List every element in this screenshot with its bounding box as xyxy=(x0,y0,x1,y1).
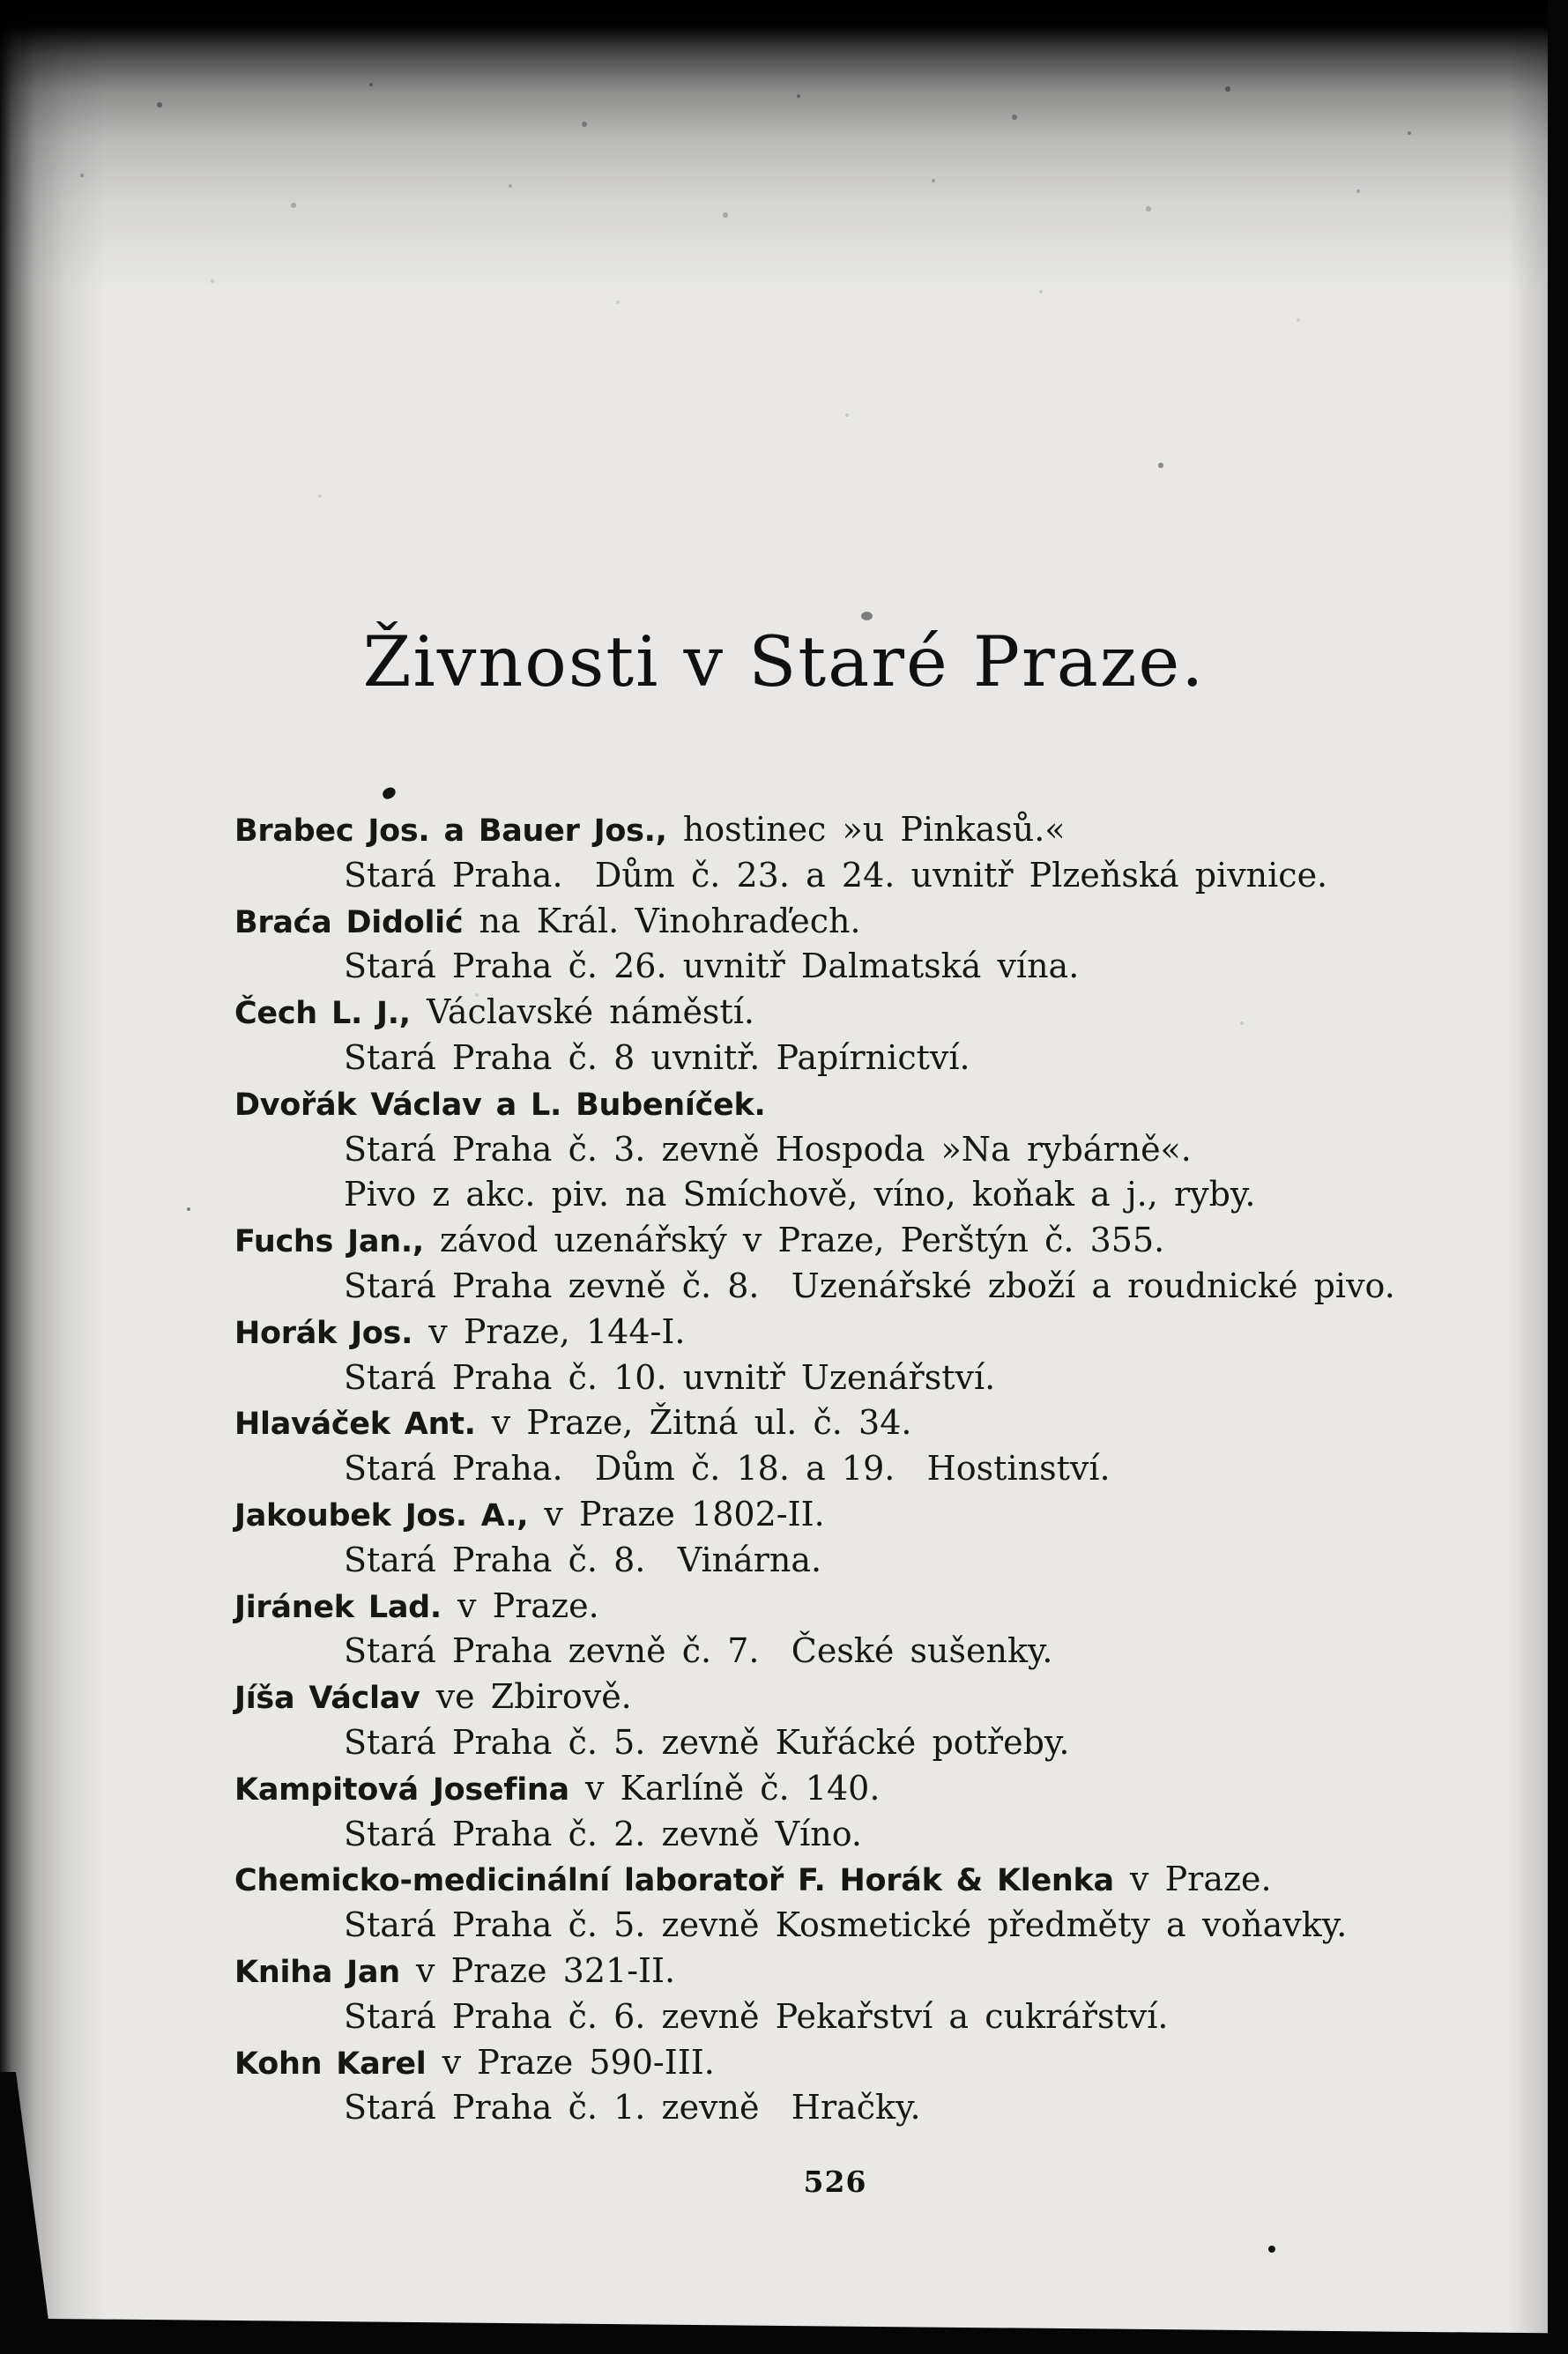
entry-description: v Praze, 144-I. xyxy=(412,1311,686,1351)
entry-name-line xyxy=(0,1584,1568,1630)
ink-dot-bottom-right xyxy=(1268,2246,1275,2253)
entry-name-line xyxy=(0,1081,1568,1127)
entry-name: Kohn Karel xyxy=(234,2046,427,2082)
entry-name: Čech L. J., xyxy=(234,996,411,1032)
entry-name: Jakoubek Jos. A., xyxy=(234,1497,529,1533)
entry-detail-line: Stará Praha č. 2. zevně Víno. xyxy=(344,1814,863,1853)
entry-name: Dvořák Václav a L. Bubeníček. xyxy=(234,1087,766,1123)
entry-description: v Praze, Žitná ul. č. 34. xyxy=(475,1403,912,1443)
entry-name: Fuchs Jan., xyxy=(234,1224,424,1260)
entry-detail-line: Stará Praha č. 26. uvnitř Dalmatská vína. xyxy=(344,947,1080,986)
entry-detail-line: Stará Praha č. 5. zevně Kuřácké potřeby. xyxy=(344,1722,1070,1762)
ink-speck xyxy=(382,786,398,800)
entry-name: Jíša Václav xyxy=(234,1681,420,1717)
entry-description: závod uzenářský v Praze, Perštýn č. 355. xyxy=(423,1221,1165,1260)
entry-name: Jiránek Lad. xyxy=(234,1589,442,1625)
entry-name-line xyxy=(0,1675,1568,1720)
page-number: 526 xyxy=(803,2165,867,2199)
entry-detail-line: Pivo z akc. piv. na Smíchově, víno, koňak a j., ryby. xyxy=(344,1175,1256,1214)
entry-name-line xyxy=(0,899,1568,945)
entry-name: Chemicko-medicinální laboratoř F. Horák & Klenka xyxy=(234,1863,1114,1899)
entry-name: Horák Jos. xyxy=(234,1315,413,1351)
dust-specks xyxy=(0,0,2,2)
entry-detail-line: Stará Praha. Dům č. 18. a 19. Hostinství. xyxy=(344,1449,1111,1489)
scan-bottom-edge xyxy=(0,2318,1568,2354)
entry-detail-line: Stará Praha č. 3. zevně Hospoda »Na rybárně«. xyxy=(344,1129,1192,1169)
entry-description: Václavské náměstí. xyxy=(410,992,754,1032)
entry-detail-line: Stará Praha č. 5. zevně Kosmetické předměty a voňavky. xyxy=(344,1905,1348,1945)
entry-detail-line: Stará Praha. Dům č. 23. a 24. uvnitř Plzeňská pivnice. xyxy=(344,855,1328,895)
entry-name: Brabec Jos. a Bauer Jos., xyxy=(234,813,667,849)
entry-description: v Praze 590-III. xyxy=(426,2042,715,2082)
entry-description: v Karlíně č. 140. xyxy=(568,1768,881,1808)
entry-name-line xyxy=(0,807,1568,853)
entry-description: v Praze 1802-II. xyxy=(528,1494,825,1533)
entry-name: Kniha Jan xyxy=(234,1954,400,1990)
page-title: Živnosti v Staré Praze. xyxy=(362,621,1206,702)
entry-name-line xyxy=(0,1492,1568,1538)
entry-name-line xyxy=(0,990,1568,1036)
entry-detail-line: Stará Praha č. 8 uvnitř. Papírnictví. xyxy=(344,1037,970,1077)
entry-detail-line: Stará Praha zevně č. 8. Uzenářské zboží a roudnické pivo. xyxy=(344,1266,1395,1305)
scan-top-shadow xyxy=(0,0,1568,291)
entry-name: Braća Didolić xyxy=(234,904,464,940)
entry-description: v Praze. xyxy=(441,1585,599,1625)
entry-name-line xyxy=(0,1766,1568,1812)
entry-detail-line: Stará Praha č. 1. zevně Hračky. xyxy=(344,2088,921,2128)
entry-name-line xyxy=(0,1218,1568,1264)
entry-detail-line: Stará Praha č. 8. Vinárna. xyxy=(344,1540,822,1579)
entry-name-line xyxy=(0,1400,1568,1446)
entry-detail-line: Stará Praha č. 10. uvnitř Uzenářství. xyxy=(344,1357,996,1397)
directory-entries xyxy=(0,807,1568,2131)
entry-description: v Praze 321-II. xyxy=(399,1950,676,1990)
entry-name-line xyxy=(0,1310,1568,1355)
entry-description: na Král. Vinohraďech. xyxy=(463,901,861,940)
entry-name: Hlaváček Ant. xyxy=(234,1407,476,1443)
entry-name-line xyxy=(0,2040,1568,2086)
entry-name-line xyxy=(0,1857,1568,1903)
entry-description: ve Zbirově. xyxy=(420,1677,632,1717)
entry-detail-line: Stará Praha č. 6. zevně Pekařství a cukrářství. xyxy=(344,1996,1169,2036)
entry-detail-line: Stará Praha zevně č. 7. České sušenky. xyxy=(344,1631,1053,1671)
entry-name-line xyxy=(0,1949,1568,1994)
entry-description: v Praze. xyxy=(1113,1860,1272,1899)
entry-description: hostinec »u Pinkasů.« xyxy=(666,810,1066,849)
entry-name: Kampitová Josefina xyxy=(234,1771,569,1808)
